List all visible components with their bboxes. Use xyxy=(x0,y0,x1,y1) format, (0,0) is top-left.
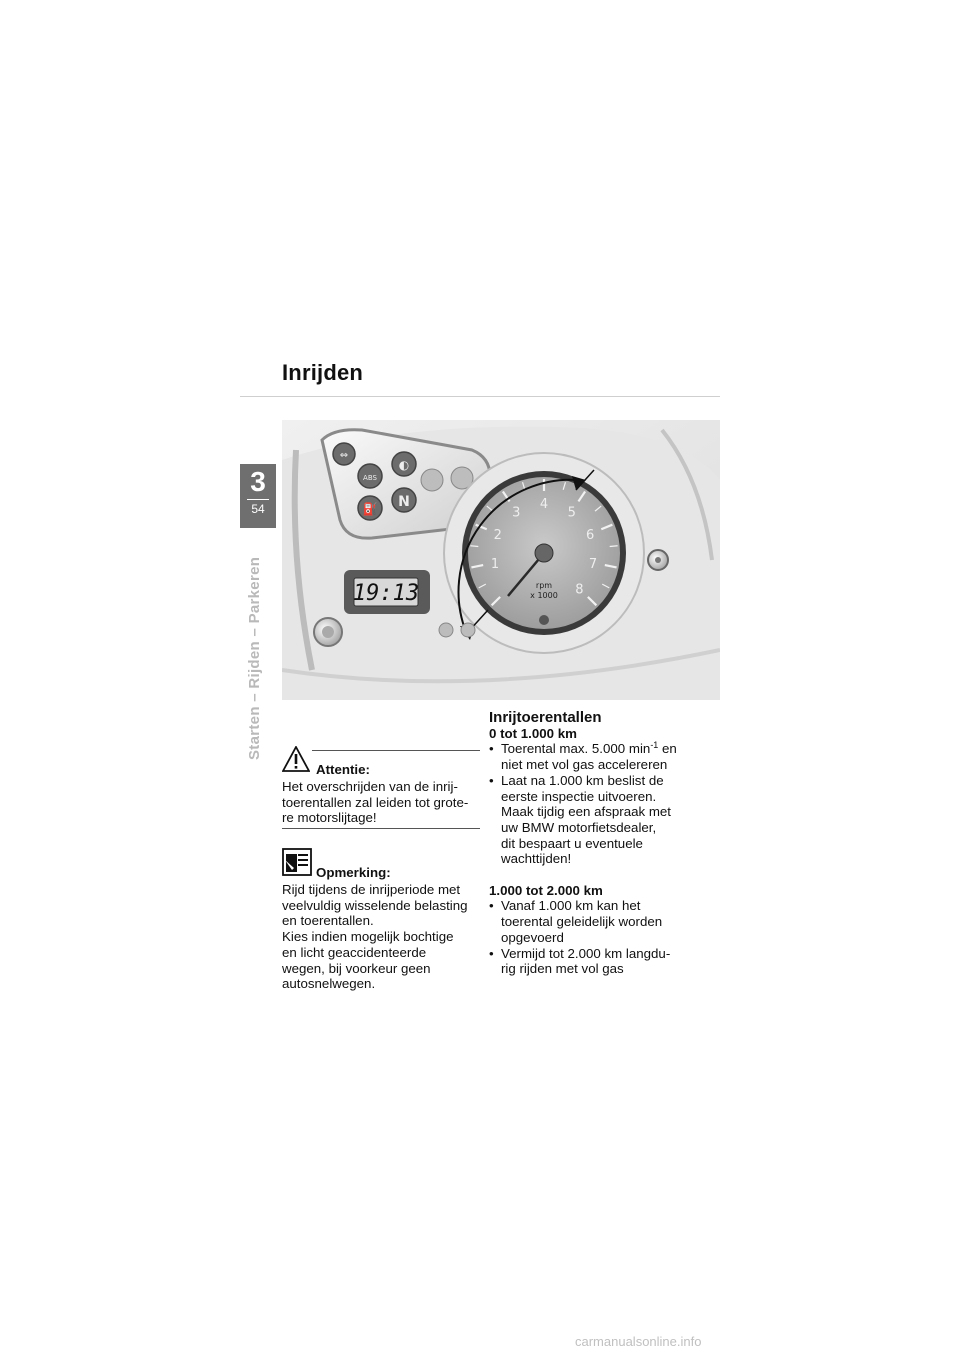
clock-time: 19:13 xyxy=(352,581,420,606)
bullet-text: en xyxy=(658,741,677,757)
attention-label: Attentie: xyxy=(316,762,370,777)
tachometer-number: 7 xyxy=(588,556,598,572)
list-item xyxy=(489,741,720,772)
page-title: Inrijden xyxy=(282,360,364,385)
bullet-text: Toerental max. 5.000 min xyxy=(501,741,651,757)
title-divider xyxy=(240,396,720,397)
range1-label: 0 tot 1.000 km xyxy=(489,725,577,741)
rpm-label: rpm xyxy=(535,581,553,590)
note-line: autosnelwegen. xyxy=(282,976,376,992)
instrument-cluster-figure xyxy=(282,420,720,700)
bullet-text: niet met vol gas accelereren xyxy=(501,757,668,773)
tachometer-number: 5 xyxy=(567,505,576,521)
warning-icon xyxy=(282,746,310,772)
bullet-text: uw BMW motorfietsdealer, xyxy=(501,819,657,835)
note-line: en toerentallen. xyxy=(282,913,374,929)
svg-text:⛽: ⛽ xyxy=(362,502,378,516)
page-number: 54 xyxy=(251,502,265,516)
rpm-unit: x 1000 xyxy=(530,591,558,600)
bullet-text: dit bespaart u eventuele xyxy=(501,835,643,851)
range1-list xyxy=(489,741,720,867)
list-item xyxy=(489,898,720,945)
tachometer xyxy=(444,453,644,653)
indicator-lamp-1-icon xyxy=(439,623,453,637)
bullet-text: opgevoerd xyxy=(501,929,564,945)
bullet-text: toerental geleidelijk worden xyxy=(501,914,663,930)
list-item xyxy=(489,773,720,867)
svg-text:N: N xyxy=(398,494,410,510)
section-heading: Inrijtoerentallen xyxy=(489,709,602,726)
svg-text:⇔: ⇔ xyxy=(339,450,349,461)
tachometer-logo-icon xyxy=(539,615,549,625)
attention-top-rule xyxy=(312,750,480,751)
break-in-section xyxy=(489,710,720,977)
attention-bottom-rule xyxy=(282,828,480,829)
bullet-text: • Laat na 1.000 km beslist de xyxy=(501,772,664,788)
bullet-text: rig rijden met vol gas xyxy=(501,961,624,977)
chapter-tab xyxy=(240,464,276,528)
tachometer-tick xyxy=(470,546,478,547)
note-text xyxy=(282,882,480,992)
attention-line: re motorslijtage! xyxy=(282,810,377,826)
note-line: Kies indien mogelijk bochtige xyxy=(282,929,454,945)
svg-text:◐: ◐ xyxy=(398,458,410,472)
chapter-number: 3 xyxy=(250,466,266,497)
note-line: veelvuldig wisselende belasting xyxy=(282,897,468,913)
attention-line: Het overschrijden van de inrij- xyxy=(282,779,458,794)
attention-text xyxy=(282,779,480,826)
watermark: carmanualsonline.info xyxy=(575,1334,702,1349)
tachometer-number: 6 xyxy=(586,527,595,543)
note-icon xyxy=(282,848,312,876)
tachometer-number: 2 xyxy=(493,527,502,543)
list-item xyxy=(489,946,720,977)
needle-hub xyxy=(535,544,553,562)
attention-line: toerentallen zal leiden tot grote- xyxy=(282,794,469,810)
note-line: en licht geaccidenteerde xyxy=(282,944,427,960)
bullet-text: • Vermijd tot 2.000 km langdu- xyxy=(501,945,671,961)
bullet-text: eerste inspectie uitvoeren. xyxy=(501,788,657,804)
svg-text:ABS: ABS xyxy=(363,474,377,482)
note-line: wegen, bij voorkeur geen xyxy=(282,960,431,976)
bullet-text: wachttijden! xyxy=(501,851,572,867)
indicator-lamp-2-icon xyxy=(461,623,475,637)
note-line: Rijd tijdens de inrijperiode met xyxy=(282,882,461,897)
tachometer-number: 3 xyxy=(512,505,521,521)
range2-label: 1.000 tot 2.000 km xyxy=(489,882,603,898)
bullet-text: • Vanaf 1.000 km kan het xyxy=(501,898,641,914)
oil-pressure-lamp-icon xyxy=(421,469,443,491)
tachometer-number: 4 xyxy=(539,497,549,512)
bullet-text: Maak tijdig een afspraak met xyxy=(501,804,671,820)
chapter-side-title: Starten – Rijden – Parkeren xyxy=(246,556,263,760)
note-label: Opmerking: xyxy=(316,865,391,880)
range2-list xyxy=(489,898,720,977)
tachometer-number: 8 xyxy=(575,582,584,598)
tachometer-number: 1 xyxy=(490,556,500,572)
unit-exponent: -1 xyxy=(650,740,659,751)
tachometer-tick xyxy=(610,546,618,547)
